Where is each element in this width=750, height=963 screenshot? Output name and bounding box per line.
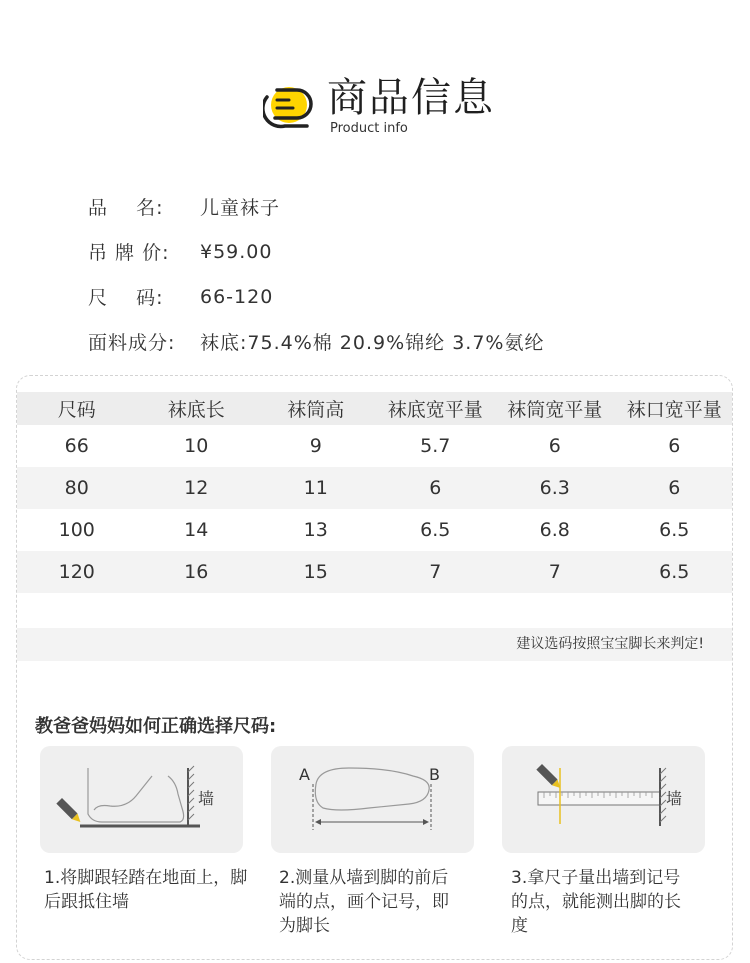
table-cell: 6.5 — [615, 551, 734, 593]
table-row — [17, 551, 733, 593]
table-cell: 7 — [495, 551, 615, 593]
table-cell: 6.8 — [495, 509, 615, 551]
step-card-3 — [502, 746, 705, 853]
table-cell: 6 — [615, 425, 734, 467]
info-row-price — [88, 229, 708, 274]
table-cell: 5.7 — [376, 425, 496, 467]
point-a-label: A — [299, 765, 310, 784]
table-row — [17, 425, 733, 467]
info-value: 儿童袜子 — [200, 197, 281, 219]
document-list-icon — [263, 83, 313, 133]
info-label: 品 名: — [88, 197, 164, 219]
table-cell: 16 — [137, 551, 257, 593]
step-card-2 — [271, 746, 474, 853]
column-header: 袜底长 — [137, 392, 257, 425]
info-label: 尺 码: — [88, 287, 164, 309]
table-cell: 7 — [376, 551, 496, 593]
table-cell: 6.5 — [376, 509, 496, 551]
point-b-label: B — [429, 765, 440, 784]
column-header: 袜口宽平量 — [615, 392, 734, 425]
table-cell: 10 — [137, 425, 257, 467]
step-text-2: 2.测量从墙到脚的前后端的点，画个记号，即为脚长 — [279, 868, 449, 936]
table-cell: 14 — [137, 509, 257, 551]
size-table — [17, 392, 733, 593]
table-cell: 6 — [615, 467, 734, 509]
table-cell: 66 — [17, 425, 137, 467]
info-label: 吊 牌 价: — [88, 242, 170, 264]
header — [0, 0, 750, 150]
wall-label: 墙 — [666, 789, 683, 808]
column-header: 袜底宽平量 — [376, 392, 496, 425]
column-header: 袜筒高 — [256, 392, 376, 425]
foot-against-wall-icon — [40, 746, 243, 853]
info-label: 面料成分: — [88, 332, 176, 354]
info-row-name — [88, 184, 708, 229]
size-panel — [16, 375, 733, 960]
info-value: 袜底:75.4%棉 20.9%锦纶 3.7%氨纶 — [200, 332, 545, 354]
product-info — [88, 184, 708, 364]
size-tip: 建议选码按照宝宝脚长来判定! — [17, 628, 733, 661]
info-value: 66-120 — [200, 285, 274, 308]
footprint-measure-icon — [271, 746, 474, 853]
table-cell: 6 — [495, 425, 615, 467]
table-row — [17, 467, 733, 509]
info-value: ¥59.00 — [200, 240, 273, 263]
table-cell: 15 — [256, 551, 376, 593]
info-row-material — [88, 319, 708, 364]
page-subtitle: Product info — [330, 121, 408, 136]
table-cell: 6.5 — [615, 509, 734, 551]
table-cell: 9 — [256, 425, 376, 467]
step-text-1: 1.将脚跟轻踏在地面上，脚后跟抵住墙 — [44, 868, 248, 912]
table-cell: 6 — [376, 467, 496, 509]
table-cell: 11 — [256, 467, 376, 509]
step-card-1 — [40, 746, 243, 853]
table-cell: 12 — [137, 467, 257, 509]
page-title: 商品信息 — [327, 75, 495, 121]
table-row — [17, 509, 733, 551]
column-header: 尺码 — [17, 392, 137, 425]
wall-label: 墙 — [198, 789, 215, 808]
step-text-3: 3.拿尺子量出墙到记号的点，就能测出脚的长度 — [511, 868, 681, 936]
howto-title: 教爸爸妈妈如何正确选择尺码: — [35, 716, 277, 737]
column-header: 袜筒宽平量 — [495, 392, 615, 425]
ruler-wall-icon — [502, 746, 705, 853]
table-cell: 6.3 — [495, 467, 615, 509]
table-cell: 13 — [256, 509, 376, 551]
table-cell: 100 — [17, 509, 137, 551]
table-cell: 80 — [17, 467, 137, 509]
info-row-size — [88, 274, 708, 319]
table-cell: 120 — [17, 551, 137, 593]
table-header-row — [17, 392, 733, 425]
